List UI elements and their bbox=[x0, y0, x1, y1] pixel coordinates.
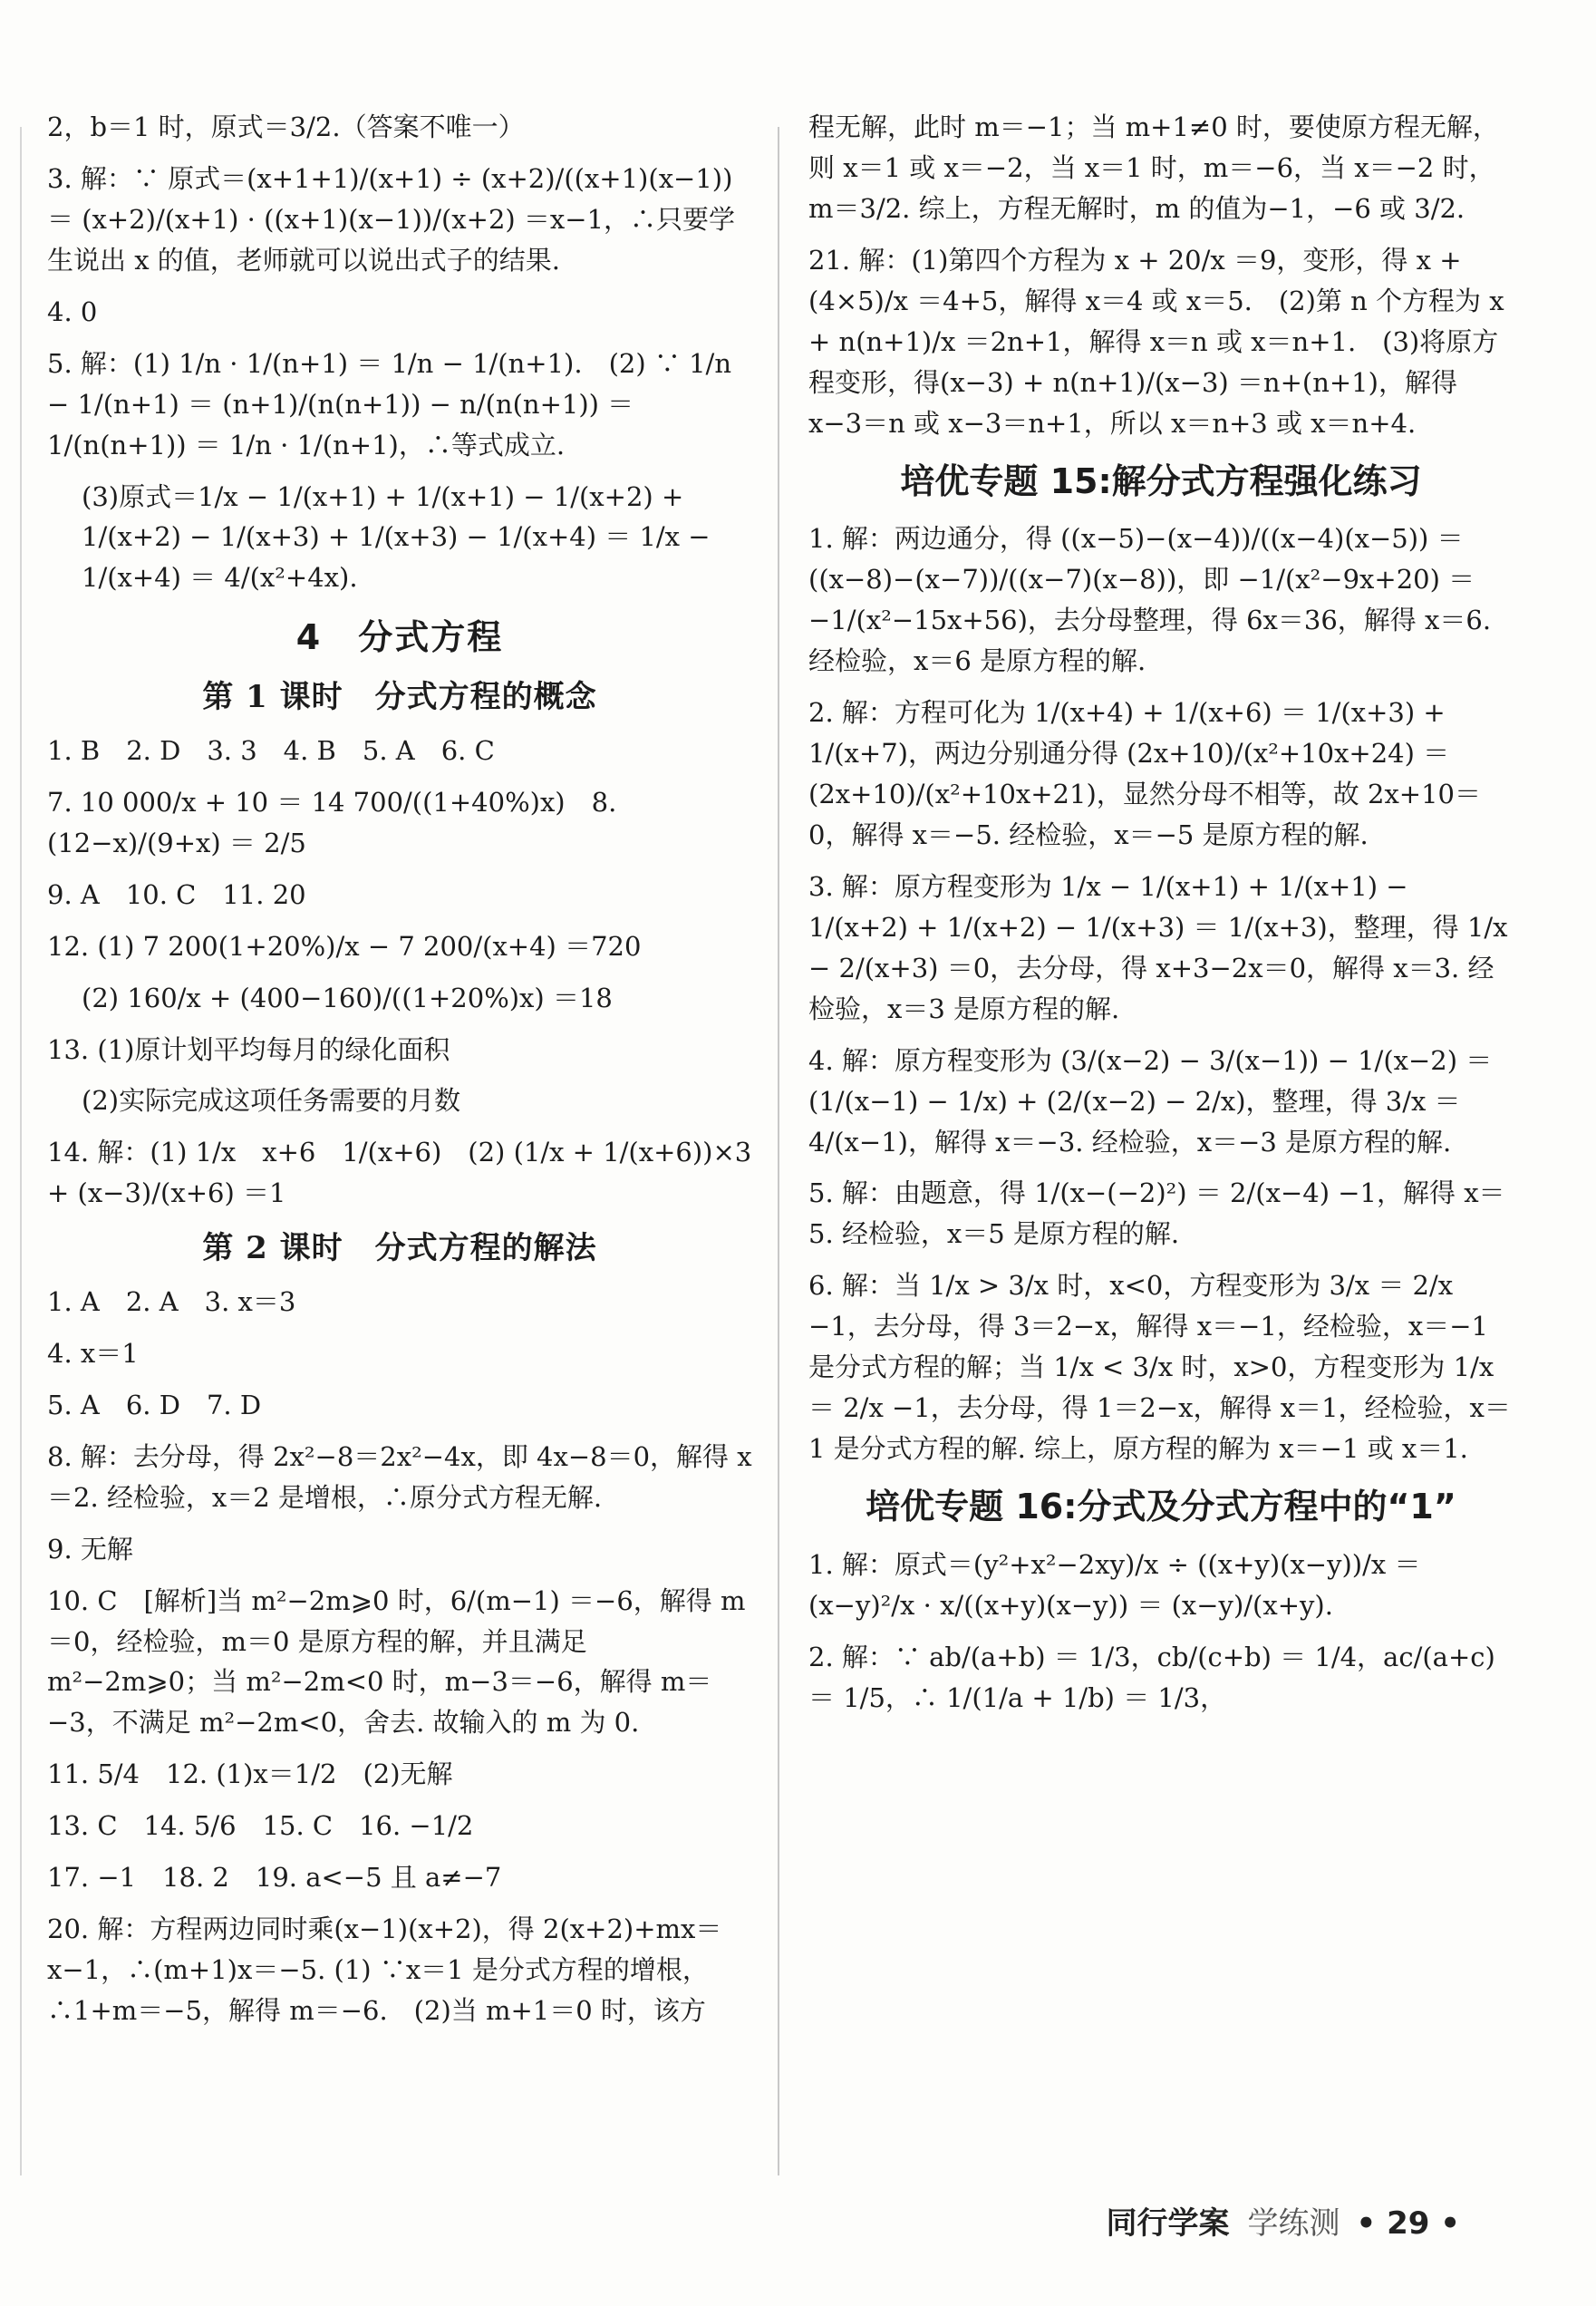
answer-line: 5. 解：由题意，得 1/(x−(−2)²) ＝ 2/(x−4) −1，解得 x＝5. 经检验，x＝5 是原方程的解. bbox=[808, 1177, 1505, 1250]
answer-line: 4. x＝1 bbox=[47, 1337, 139, 1369]
special16-title: 培优专题 16:分式及分式方程中的“1” bbox=[866, 1487, 1456, 1527]
lesson2-title: 第 2 课时 分式方程的解法 bbox=[202, 1230, 597, 1267]
footer-series: 学练测 bbox=[1247, 2205, 1340, 2242]
answer-line: 5. A 6. D 7. D bbox=[47, 1389, 262, 1420]
answer-line: 9. A 10. C 11. 20 bbox=[47, 878, 306, 910]
answer-line: 12. (1) 7 200(1+20%)/x − 7 200/(x+4) ＝720 bbox=[47, 930, 642, 962]
answer-line: 13. C 14. 5/6 15. C 16. −1/2 bbox=[47, 1810, 474, 1842]
answer-line: 1. B 2. D 3. 3 4. B 5. A 6. C bbox=[47, 734, 495, 766]
answer-line: 2. 解：∵ ab/(a+b) ＝ 1/3，cb/(c+b) ＝ 1/4，ac/(a+c) ＝ 1/5，∴ 1/(1/a + 1/b) ＝ 1/3， bbox=[808, 1641, 1495, 1713]
lesson1-title: 第 1 课时 分式方程的概念 bbox=[202, 679, 597, 716]
answer-line: 2，b＝1 时，原式＝3/2.（答案不唯一） bbox=[47, 111, 525, 142]
answer-line: 程无解，此时 m＝−1；当 m+1≠0 时，要使原方程无解，则 x＝1 或 x＝−2，当 x＝1 时，m＝−6，当 x＝−2 时，m＝3/2. 综上，方程无解时，m 的值为−1，−6 或 3/2. bbox=[808, 111, 1499, 224]
answer-line: 8. 解：去分母，得 2x²−8＝2x²−4x，即 4x−8＝0，解得 x＝2. 经检验，x＝2 是增根，∴原分式方程无解. bbox=[47, 1440, 752, 1513]
answer-line: 6. 解：当 1/x > 3/x 时，x<0，方程变形为 3/x ＝ 2/x −1，去分母，得 3＝2−x，解得 x＝−1，经检验，x＝−1 是分式方程的解；当 1/x < 3/x 时，x>0，方程变形为 1/x ＝ 2/x −1，去分母，得 1＝2−x，解得 x＝1，经检验，x＝1 是分式方程的解. 综上，原方程的解为 x＝−1 或 x＝1. bbox=[808, 1270, 1511, 1465]
answer-line: 17. −1 18. 2 19. a<−5 且 a≠−7 bbox=[47, 1862, 502, 1894]
answer-line: 3. 解：原方程变形为 1/x − 1/(x+1) + 1/(x+1) − 1/(x+2) + 1/(x+2) − 1/(x+3) ＝ 1/(x+3)，整理，得 1/x − 2/(x+3) ＝0，去分母，得 x+3−2x＝0，解得 x＝3. 经检验，x＝3 是原方程的解. bbox=[808, 870, 1508, 1024]
answer-line: (2)实际完成这项任务需要的月数 bbox=[82, 1085, 461, 1117]
answer-line: 4. 0 bbox=[47, 296, 98, 327]
right-column bbox=[808, 107, 1514, 1730]
answer-line: 20. 解：方程两边同时乘(x−1)(x+2)，得 2(x+2)+mx＝x−1，∴(m+1)x＝−5. (1) ∵x＝1 是分式方程的增根，∴1+m＝−5，解得 m＝−6. (2)当 m+1＝0 时，该方 bbox=[47, 1914, 722, 2027]
answer-line: 9. 无解 bbox=[47, 1533, 133, 1565]
page-footer bbox=[1107, 2198, 1460, 2243]
answer-line: 1. 解：两边通分，得 ((x−5)−(x−4))/((x−4)(x−5)) ＝ ((x−8)−(x−7))/((x−7)(x−8))，即 −1/(x²−9x+20) ＝ −1/(x²−15x+56)，去分母整理，得 6x＝36，解得 x＝6. 经检验，x＝6 是原方程的解. bbox=[808, 523, 1492, 677]
answer-line: 3. 解：∵ 原式＝(x+1+1)/(x+1) ÷ (x+2)/((x+1)(x−1)) ＝ (x+2)/(x+1) · ((x+1)(x−1))/(x+2) ＝x−1，∴只要学生说出 x 的值，老师就可以说出式子的结果. bbox=[47, 162, 736, 276]
special15-title: 培优专题 15:解分式方程强化练习 bbox=[900, 460, 1422, 501]
answer-line: 11. 5/4 12. (1)x＝1/2 (2)无解 bbox=[47, 1759, 453, 1790]
answer-line: 5. 解：(1) 1/n · 1/(n+1) ＝ 1/n − 1/(n+1). (2) ∵ 1/n − 1/(n+1) ＝ (n+1)/(n(n+1)) − n/(n(n+1)) ＝ 1/(n(n+1)) ＝ 1/n · 1/(n+1)，∴等式成立. bbox=[47, 347, 731, 460]
answer-line: 1. A 2. A 3. x＝3 bbox=[47, 1285, 296, 1317]
footer-brand: 同行学案 bbox=[1106, 2205, 1230, 2242]
answer-line: 21. 解：(1)第四个方程为 x + 20/x ＝9，变形，得 x + (4×5)/x ＝4+5，解得 x＝4 或 x＝5. (2)第 n 个方程为 x + n(n+1)/x ＝2n+1，解得 x＝n 或 x＝n+1. (3)将原方程变形，得(x−3) + n(n+1)/(x−3) ＝n+(n+1)，解得 x−3＝n 或 x−3＝n+1，所以 x＝n+3 或 x＝n+4. bbox=[808, 244, 1504, 439]
left-margin-line bbox=[20, 127, 22, 2175]
column-divider bbox=[778, 127, 779, 2175]
section-title: 4 分式方程 bbox=[295, 617, 504, 658]
answer-line: (2) 160/x + (400−160)/((1+20%)x) ＝18 bbox=[82, 982, 613, 1013]
page-number: • 29 • bbox=[1356, 2205, 1460, 2242]
answer-line: (3)原式＝1/x − 1/(x+1) + 1/(x+1) − 1/(x+2) + 1/(x+2) − 1/(x+3) + 1/(x+3) − 1/(x+4) ＝ 1/x − 1/(x+4) ＝ 4/(x²+4x). bbox=[82, 480, 711, 594]
answer-line: 2. 解：方程可化为 1/(x+4) + 1/(x+6) ＝ 1/(x+3) + 1/(x+7)，两边分别通分得 (2x+10)/(x²+10x+24) ＝ (2x+10)/(x²+10x+21)，显然分母不相等，故 2x+10＝0，解得 x＝−5. 经检验，x＝−5 是原方程的解. bbox=[808, 697, 1481, 850]
answer-line: 13. (1)原计划平均每月的绿化面积 bbox=[47, 1033, 450, 1065]
answer-line: 7. 10 000/x + 10 ＝ 14 700/((1+40%)x) 8. (12−x)/(9+x) ＝ 2/5 bbox=[47, 786, 617, 858]
answer-line: 1. 解：原式＝(y²+x²−2xy)/x ÷ ((x+y)(x−y))/x ＝ (x−y)²/x · x/((x+y)(x−y)) ＝ (x−y)/(x+y). bbox=[808, 1548, 1421, 1621]
answer-line: 10. C [解析]当 m²−2m⩾0 时，6/(m−1) ＝−6，解得 m＝0，经检验，m＝0 是原方程的解，并且满足 m²−2m⩾0；当 m²−2m<0 时，m−3＝−6，解得 m＝−3，不满足 m²−2m<0，舍去. 故输入的 m 为 0. bbox=[47, 1584, 746, 1739]
answer-line: 4. 解：原方程变形为 (3/(x−2) − 3/(x−1)) − 1/(x−2) ＝ (1/(x−1) − 1/x) + (2/(x−2) − 2/x)，整理，得 3/x ＝ 4/(x−1)，解得 x＝−3. 经检验，x＝−3 是原方程的解. bbox=[808, 1044, 1493, 1158]
left-column bbox=[47, 107, 752, 2042]
answer-line: 14. 解：(1) 1/x x+6 1/(x+6) (2) (1/x + 1/(x+6))×3 + (x−3)/(x+6) ＝1 bbox=[47, 1137, 752, 1209]
